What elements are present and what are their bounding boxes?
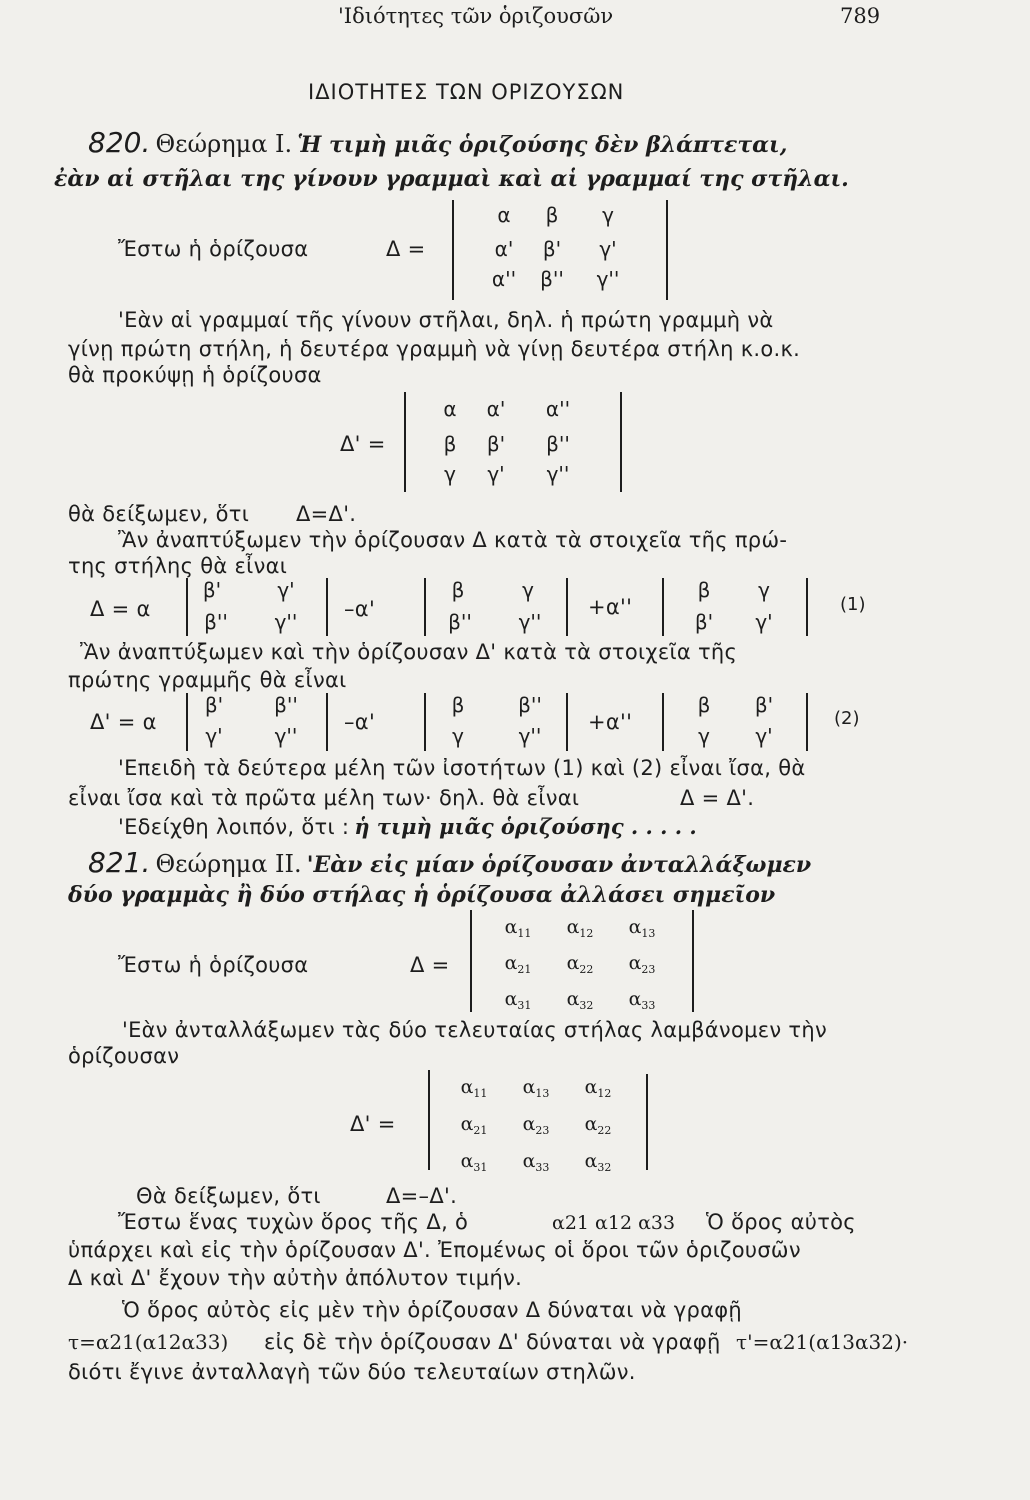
section-number: 820. (88, 126, 151, 159)
paragraph-line: Ἔστω ἕνας τυχὼν ὅρος τῆς Δ, ὁ (118, 1210, 469, 1234)
paragraph-line: γίνῃ πρώτη στήλη, ἡ δευτέρα γραμμὴ νὰ γίνῃ δευτέρα στήλη κ.ο.κ. (68, 337, 801, 361)
running-title: 'Ιδιότητες τῶν ὁριζουσῶν (338, 4, 614, 28)
section-title: ΙΔΙΟΤΗΤΕΣ ΤΩΝ ΟΡΙΖΟΥΣΩΝ (308, 80, 625, 104)
page-number: 789 (840, 4, 881, 28)
paragraph-line: 'Εὰν ἀνταλλάξωμεν τὰς δύο τελευταίας στήλας λαμβάνομεν τὴν (122, 1018, 828, 1042)
minor-cell: γ (452, 724, 464, 748)
paragraph-line: ὑπάρχει καὶ εἰς τὴν ὁρίζουσαν Δ'. Ἐπομένως οἱ ὅροι τῶν ὁριζουσῶν (68, 1238, 801, 1262)
minor-cell: β (697, 578, 711, 602)
term-inline: τ'=α21(α13α32)· (736, 1330, 909, 1354)
delta-eq: Δ = (386, 237, 426, 261)
minor-cell: γ'' (518, 724, 542, 748)
let-text: Ἔστω ἡ ὁρίζουσα (118, 953, 309, 977)
matrix-cell: $\alpha_{33}$ (628, 988, 656, 1012)
matrix-cell: γ'' (546, 462, 570, 486)
matrix-cell: $\alpha_{33}$ (522, 1150, 550, 1174)
term-inline: α21 α12 α33 (552, 1212, 676, 1234)
equation-inline: Δ = Δ'. (680, 786, 755, 810)
determinant-bar-right (666, 200, 668, 300)
minor-cell: β' (204, 693, 224, 717)
matrix-cell: $\alpha_{22}$ (584, 1113, 612, 1137)
matrix-cell: β'' (546, 432, 570, 456)
matrix-cell: β (545, 203, 559, 227)
operator: +α'' (588, 710, 633, 734)
minor-cell: γ' (277, 578, 295, 602)
paragraph-line: πρώτης γραμμῆς θὰ εἶναι (68, 668, 347, 692)
matrix-cell: α (443, 397, 457, 421)
equation-lhs: Δ = α (90, 597, 151, 621)
theorem-label: Θεώρημα Ι. (155, 130, 293, 158)
equation-tag: (2) (834, 708, 860, 729)
paragraph-line: Ἂν ἀναπτύξωμεν τὴν ὁρίζουσαν Δ κατὰ τὰ στοιχεῖα τῆς πρώ- (118, 528, 788, 552)
matrix-cell: γ (602, 203, 614, 227)
minor-cell: γ (758, 578, 770, 602)
matrix-cell: γ (444, 462, 456, 486)
theorem-820-heading (88, 126, 787, 159)
minor-cell: γ' (755, 724, 773, 748)
matrix-cell: $\alpha_{21}$ (504, 952, 532, 976)
minor-cell: γ (522, 578, 534, 602)
theorem-statement: 'Εὰν εἰς μίαν ὁρίζουσαν ἀνταλλάξωμεν (306, 852, 812, 878)
paragraph-line: Θὰ δείξωμεν, ὅτι (136, 1184, 321, 1208)
theorem-label: Θεώρημα ΙΙ. (155, 850, 302, 878)
paragraph-line: 'Επειδὴ τὰ δεύτερα μέλη τῶν ἰσοτήτων (1) καὶ (2) εἶναι ἴσα, θὰ (118, 756, 806, 780)
paragraph-line: διότι ἔγινε ἀνταλλαγὴ τῶν δύο τελευταίων στηλῶν. (68, 1360, 636, 1384)
minor-bar (326, 693, 328, 751)
matrix-cell: α'' (545, 397, 571, 421)
operator: +α'' (588, 595, 633, 619)
let-text: Ἔστω ἡ ὁρίζουσα (118, 237, 309, 261)
paragraph-line: Δ καὶ Δ' ἔχουν τὴν αὐτὴν ἀπόλυτον τιμήν. (68, 1266, 523, 1290)
theorem-statement-cont: δύο γραμμὰς ἢ δύο στήλας ἡ ὁρίζουσα ἀλλάσει σημεῖον (68, 882, 776, 908)
matrix-cell: $\alpha_{22}$ (566, 952, 594, 976)
minor-cell: γ' (205, 724, 223, 748)
matrix-cell: $\alpha_{32}$ (566, 988, 594, 1012)
paragraph-line: Ἂν ἀναπτύξωμεν καὶ τὴν ὁρίζουσαν Δ' κατὰ τὰ στοιχεῖα τῆς (80, 640, 738, 664)
matrix-cell: γ' (487, 462, 505, 486)
delta-eq: Δ = (410, 953, 450, 977)
paragraph-line: θὰ προκύψῃ ἡ ὁρίζουσα (68, 363, 322, 387)
minor-bar (662, 693, 664, 751)
operator: –α' (344, 710, 376, 734)
matrix-cell: β'' (540, 267, 564, 291)
minor-cell: β' (202, 578, 222, 602)
minor-cell: β' (754, 693, 774, 717)
conclusion-line (118, 814, 697, 839)
matrix-cell: $\alpha_{13}$ (628, 916, 656, 940)
minor-cell: β'' (518, 693, 542, 717)
minor-bar (806, 693, 808, 751)
equation-tag: (1) (840, 594, 866, 615)
matrix-cell: α'' (491, 267, 517, 291)
matrix-cell: γ'' (596, 267, 620, 291)
delta-prime-eq: Δ' = (340, 432, 386, 456)
matrix-cell: $\alpha_{23}$ (522, 1113, 550, 1137)
minor-bar (566, 693, 568, 751)
minor-cell: γ'' (274, 610, 298, 634)
matrix-cell: $\alpha_{11}$ (504, 916, 532, 940)
minor-cell: β'' (204, 610, 228, 634)
minor-cell: β (451, 578, 465, 602)
matrix-cell: $\alpha_{21}$ (460, 1113, 488, 1137)
minor-bar (424, 693, 426, 751)
matrix-cell: $\alpha_{32}$ (584, 1150, 612, 1174)
determinant-bar-left (428, 1070, 430, 1170)
matrix-cell: $\alpha_{13}$ (522, 1076, 550, 1100)
delta-prime-eq: Δ' = (350, 1112, 396, 1136)
theorem-statement-cont: ἐὰν αἱ στῆλαι της γίνουν γραμμαὶ καὶ αἱ γραμμαί της στῆλαι. (54, 166, 849, 192)
minor-cell: γ' (755, 610, 773, 634)
theorem-statement: Ἡ τιμὴ μιᾶς ὁριζούσης δὲν βλάπτεται, (297, 132, 788, 158)
paragraph-line: Ὁ ὅρος αὐτὸς (706, 1210, 856, 1234)
paragraph-line: εἶναι ἴσα καὶ τὰ πρῶτα μέλη των· δηλ. θὰ εἶναι (68, 786, 580, 810)
minor-cell: β (451, 693, 465, 717)
paragraph-line: της στήλης θὰ εἶναι (68, 554, 288, 578)
matrix-cell: β' (542, 237, 562, 261)
equation-lhs: Δ' = α (90, 710, 157, 734)
matrix-cell: α' (494, 237, 514, 261)
matrix-cell: β' (486, 432, 506, 456)
paragraph-line: θὰ δείξωμεν, ὅτι (68, 502, 250, 526)
paragraph-line: Ὁ ὅρος αὐτὸς εἰς μὲν τὴν ὁρίζουσαν Δ δύναται νὰ γραφῇ (122, 1298, 742, 1322)
paragraph-line: 'Εὰν αἱ γραμμαί τῆς γίνουν στῆλαι, δηλ. ἡ πρώτη γραμμὴ νὰ (118, 308, 774, 332)
equation-inline: Δ=Δ'. (296, 502, 357, 526)
minor-cell: γ'' (274, 724, 298, 748)
matrix-cell: $\alpha_{11}$ (460, 1076, 488, 1100)
minor-cell: β (697, 693, 711, 717)
conclusion-text: 'Εδείχθη λοιπόν, ὅτι : (118, 815, 350, 839)
minor-cell: γ (698, 724, 710, 748)
determinant-bar-left (404, 392, 406, 492)
minor-cell: β' (694, 610, 714, 634)
minor-cell: β'' (448, 610, 472, 634)
paragraph-line: ὁρίζουσαν (68, 1044, 180, 1068)
minor-bar (424, 578, 426, 636)
section-number: 821. (88, 846, 151, 879)
matrix-cell: α' (486, 397, 506, 421)
matrix-cell: $\alpha_{23}$ (628, 952, 656, 976)
minor-bar (662, 578, 664, 636)
paragraph-line: εἰς δὲ τὴν ὁρίζουσαν Δ' δύναται νὰ γραφῇ (264, 1330, 721, 1354)
operator: –α' (344, 597, 376, 621)
matrix-cell: $\alpha_{31}$ (504, 988, 532, 1012)
determinant-bar-left (452, 200, 454, 300)
matrix-cell: γ' (599, 237, 617, 261)
minor-cell: β'' (274, 693, 298, 717)
theorem-821-heading (88, 846, 811, 879)
matrix-cell: β (443, 432, 457, 456)
determinant-bar-right (692, 910, 694, 1012)
term-inline: τ=α21(α12α33) (68, 1330, 229, 1354)
matrix-cell: $\alpha_{12}$ (584, 1076, 612, 1100)
conclusion-theorem: ἡ τιμὴ μιᾶς ὁριζούσης . . . . . (354, 814, 697, 839)
matrix-cell: $\alpha_{12}$ (566, 916, 594, 940)
minor-bar (566, 578, 568, 636)
minor-cell: γ'' (518, 610, 542, 634)
equation-inline: Δ=–Δ'. (386, 1184, 458, 1208)
matrix-cell: α (497, 203, 511, 227)
determinant-bar-right (620, 392, 622, 492)
minor-bar (326, 578, 328, 636)
matrix-cell: $\alpha_{31}$ (460, 1150, 488, 1174)
minor-bar (806, 578, 808, 636)
determinant-bar-right (646, 1074, 648, 1170)
determinant-bar-left (470, 910, 472, 1012)
